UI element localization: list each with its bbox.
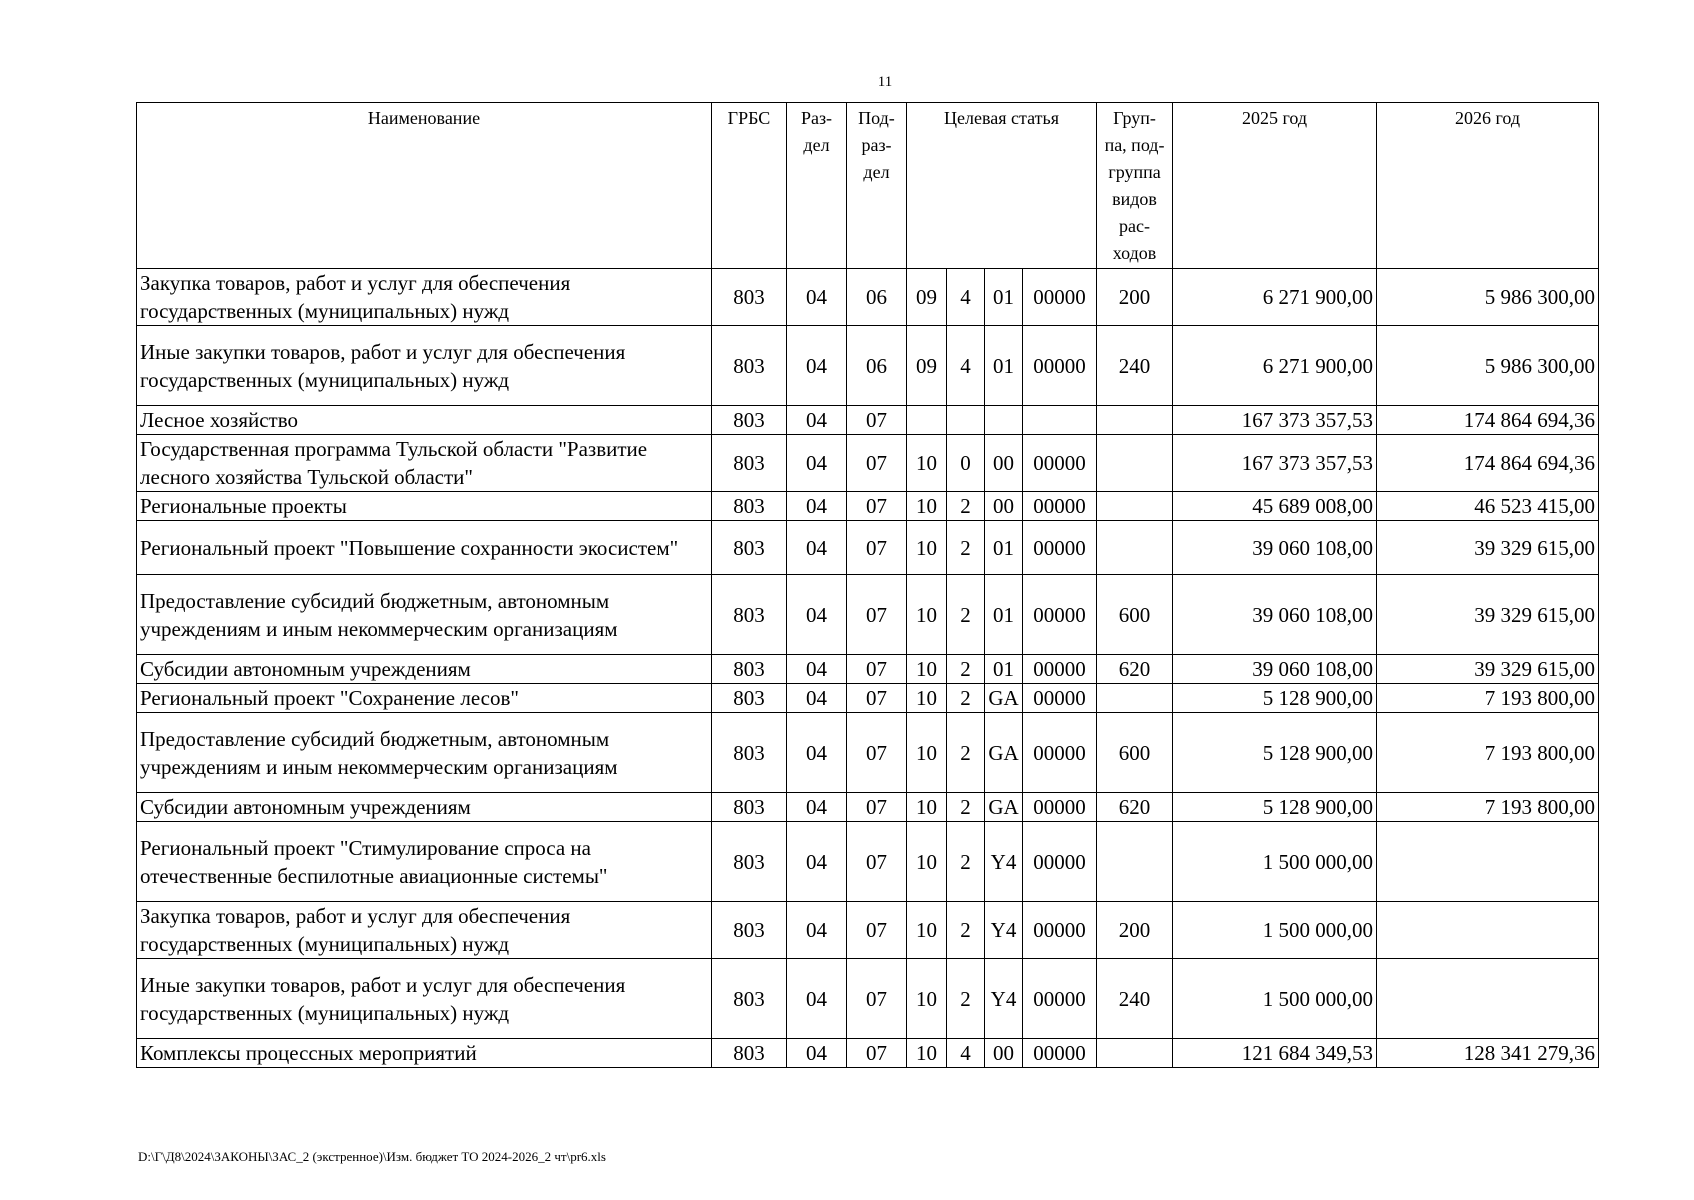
cell-expense-type: [1097, 406, 1173, 435]
cell-amount-2025: 6 271 900,00: [1173, 326, 1377, 406]
cell-podrazdel: 07: [847, 713, 907, 793]
budget-table: [136, 102, 1599, 1068]
cell-grbs: 803: [712, 435, 787, 492]
cell-razdel: 04: [787, 406, 847, 435]
cell-target-subprogram: 2: [947, 793, 985, 822]
cell-razdel: 04: [787, 435, 847, 492]
cell-target-direction: [1023, 406, 1097, 435]
cell-expense-type: [1097, 435, 1173, 492]
header-target-article: Целевая статья: [907, 103, 1097, 269]
cell-amount-2025: 6 271 900,00: [1173, 269, 1377, 326]
cell-target-subprogram: 2: [947, 575, 985, 655]
cell-target-direction: 00000: [1023, 435, 1097, 492]
cell-expense-type: 240: [1097, 326, 1173, 406]
cell-grbs: 803: [712, 575, 787, 655]
cell-amount-2025: 45 689 008,00: [1173, 492, 1377, 521]
table-row: [137, 575, 1599, 655]
cell-podrazdel: 07: [847, 684, 907, 713]
cell-target-subprogram: 4: [947, 326, 985, 406]
header-name: Наименование: [137, 103, 712, 269]
cell-name: Региональный проект "Сохранение лесов": [137, 684, 712, 713]
cell-target-event: 01: [985, 269, 1023, 326]
cell-amount-2025: 121 684 349,53: [1173, 1039, 1377, 1068]
cell-target-direction: 00000: [1023, 902, 1097, 959]
cell-target-subprogram: 2: [947, 959, 985, 1039]
header-2025: 2025 год: [1173, 103, 1377, 269]
cell-grbs: 803: [712, 1039, 787, 1068]
cell-target-event: GA: [985, 793, 1023, 822]
cell-expense-type: 240: [1097, 959, 1173, 1039]
cell-amount-2026: [1377, 959, 1599, 1039]
cell-expense-type: [1097, 492, 1173, 521]
cell-grbs: 803: [712, 521, 787, 575]
cell-podrazdel: 07: [847, 575, 907, 655]
table-row: [137, 521, 1599, 575]
cell-target-direction: 00000: [1023, 521, 1097, 575]
cell-expense-type: 600: [1097, 575, 1173, 655]
cell-name: Закупка товаров, работ и услуг для обеспечения государственных (муниципальных) нужд: [137, 269, 712, 326]
cell-amount-2025: 1 500 000,00: [1173, 822, 1377, 902]
cell-target-program: 10: [907, 902, 947, 959]
cell-target-subprogram: 2: [947, 713, 985, 793]
cell-podrazdel: 06: [847, 326, 907, 406]
cell-grbs: 803: [712, 959, 787, 1039]
cell-target-direction: 00000: [1023, 1039, 1097, 1068]
cell-expense-type: [1097, 684, 1173, 713]
cell-podrazdel: 07: [847, 521, 907, 575]
table-row: [137, 684, 1599, 713]
cell-name: Региональный проект "Стимулирование спроса на отечественные беспилотные авиационные системы": [137, 822, 712, 902]
cell-target-event: 01: [985, 575, 1023, 655]
cell-amount-2025: 39 060 108,00: [1173, 575, 1377, 655]
cell-razdel: 04: [787, 1039, 847, 1068]
table-row: [137, 713, 1599, 793]
cell-target-program: 10: [907, 575, 947, 655]
cell-expense-type: 600: [1097, 713, 1173, 793]
table-row: [137, 902, 1599, 959]
cell-target-event: 01: [985, 326, 1023, 406]
cell-amount-2025: 5 128 900,00: [1173, 713, 1377, 793]
cell-amount-2026: 128 341 279,36: [1377, 1039, 1599, 1068]
header-expense-group: Груп- па, под- группа видов рас- ходов: [1097, 103, 1173, 269]
cell-amount-2026: 7 193 800,00: [1377, 684, 1599, 713]
cell-name: Предоставление субсидий бюджетным, автономным учреждениям и иным некоммерческим организациям: [137, 713, 712, 793]
cell-target-event: Y4: [985, 902, 1023, 959]
table-row: [137, 406, 1599, 435]
cell-expense-type: 200: [1097, 269, 1173, 326]
cell-expense-type: [1097, 1039, 1173, 1068]
cell-grbs: 803: [712, 684, 787, 713]
header-grbs: ГРБС: [712, 103, 787, 269]
table-row: [137, 959, 1599, 1039]
cell-target-program: 10: [907, 793, 947, 822]
cell-amount-2026: 7 193 800,00: [1377, 713, 1599, 793]
cell-grbs: 803: [712, 713, 787, 793]
cell-target-subprogram: 2: [947, 521, 985, 575]
cell-amount-2026: 174 864 694,36: [1377, 406, 1599, 435]
header-podrazdel: Под- раз- дел: [847, 103, 907, 269]
cell-expense-type: 620: [1097, 655, 1173, 684]
cell-target-event: 01: [985, 521, 1023, 575]
cell-target-direction: 00000: [1023, 655, 1097, 684]
cell-target-event: [985, 406, 1023, 435]
cell-target-program: 10: [907, 959, 947, 1039]
table-row: [137, 269, 1599, 326]
cell-target-event: GA: [985, 684, 1023, 713]
cell-target-program: 10: [907, 655, 947, 684]
cell-amount-2026: 7 193 800,00: [1377, 793, 1599, 822]
cell-target-subprogram: [947, 406, 985, 435]
table-row: [137, 655, 1599, 684]
cell-podrazdel: 06: [847, 269, 907, 326]
table-row: [137, 492, 1599, 521]
cell-name: Государственная программа Тульской области "Развитие лесного хозяйства Тульской области": [137, 435, 712, 492]
cell-expense-type: 200: [1097, 902, 1173, 959]
cell-grbs: 803: [712, 326, 787, 406]
cell-target-direction: 00000: [1023, 959, 1097, 1039]
table-row: [137, 822, 1599, 902]
cell-target-event: GA: [985, 713, 1023, 793]
page-number: 11: [877, 74, 893, 90]
cell-name: Закупка товаров, работ и услуг для обеспечения государственных (муниципальных) нужд: [137, 902, 712, 959]
cell-amount-2026: 5 986 300,00: [1377, 326, 1599, 406]
cell-target-event: Y4: [985, 959, 1023, 1039]
cell-target-program: [907, 406, 947, 435]
cell-target-subprogram: 0: [947, 435, 985, 492]
cell-podrazdel: 07: [847, 902, 907, 959]
cell-name: Комплексы процессных мероприятий: [137, 1039, 712, 1068]
cell-target-subprogram: 4: [947, 269, 985, 326]
cell-razdel: 04: [787, 822, 847, 902]
cell-razdel: 04: [787, 521, 847, 575]
cell-target-subprogram: 2: [947, 822, 985, 902]
cell-name: Субсидии автономным учреждениям: [137, 793, 712, 822]
cell-grbs: 803: [712, 492, 787, 521]
cell-grbs: 803: [712, 793, 787, 822]
cell-target-subprogram: 2: [947, 902, 985, 959]
cell-amount-2025: 39 060 108,00: [1173, 655, 1377, 684]
cell-target-direction: 00000: [1023, 326, 1097, 406]
cell-name: Лесное хозяйство: [137, 406, 712, 435]
table-header-row: [137, 103, 1599, 269]
cell-target-direction: 00000: [1023, 575, 1097, 655]
cell-razdel: 04: [787, 575, 847, 655]
cell-podrazdel: 07: [847, 793, 907, 822]
cell-target-program: 10: [907, 435, 947, 492]
cell-name: Иные закупки товаров, работ и услуг для обеспечения государственных (муниципальных) нужд: [137, 959, 712, 1039]
cell-amount-2025: 1 500 000,00: [1173, 902, 1377, 959]
header-razdel: Раз- дел: [787, 103, 847, 269]
cell-target-direction: 00000: [1023, 713, 1097, 793]
cell-podrazdel: 07: [847, 435, 907, 492]
cell-name: Региональные проекты: [137, 492, 712, 521]
cell-name: Субсидии автономным учреждениям: [137, 655, 712, 684]
cell-target-program: 10: [907, 492, 947, 521]
cell-target-program: 10: [907, 1039, 947, 1068]
cell-podrazdel: 07: [847, 822, 907, 902]
cell-target-program: 09: [907, 326, 947, 406]
cell-razdel: 04: [787, 959, 847, 1039]
cell-amount-2025: 167 373 357,53: [1173, 406, 1377, 435]
cell-grbs: 803: [712, 902, 787, 959]
cell-razdel: 04: [787, 269, 847, 326]
cell-amount-2025: 5 128 900,00: [1173, 684, 1377, 713]
cell-target-program: 10: [907, 713, 947, 793]
cell-target-direction: 00000: [1023, 492, 1097, 521]
cell-target-direction: 00000: [1023, 269, 1097, 326]
cell-expense-type: 620: [1097, 793, 1173, 822]
cell-target-event: Y4: [985, 822, 1023, 902]
cell-amount-2026: [1377, 822, 1599, 902]
cell-target-direction: 00000: [1023, 793, 1097, 822]
cell-grbs: 803: [712, 406, 787, 435]
cell-target-subprogram: 2: [947, 655, 985, 684]
cell-razdel: 04: [787, 793, 847, 822]
table-row: [137, 793, 1599, 822]
cell-target-program: 10: [907, 521, 947, 575]
cell-amount-2025: 5 128 900,00: [1173, 793, 1377, 822]
table-row: [137, 1039, 1599, 1068]
cell-amount-2025: 39 060 108,00: [1173, 521, 1377, 575]
cell-amount-2026: 39 329 615,00: [1377, 655, 1599, 684]
cell-razdel: 04: [787, 326, 847, 406]
cell-amount-2026: [1377, 902, 1599, 959]
cell-amount-2026: 174 864 694,36: [1377, 435, 1599, 492]
cell-target-direction: 00000: [1023, 684, 1097, 713]
cell-target-event: 00: [985, 435, 1023, 492]
cell-amount-2026: 46 523 415,00: [1377, 492, 1599, 521]
cell-target-subprogram: 4: [947, 1039, 985, 1068]
cell-expense-type: [1097, 822, 1173, 902]
file-path-footer: D:\Г\Д8\2024\ЗАКОНЫ\ЗАС_2 (экстренное)\Изм. бюджет ТО 2024-2026_2 чт\pr6.xls: [138, 1149, 606, 1164]
cell-podrazdel: 07: [847, 406, 907, 435]
cell-amount-2026: 39 329 615,00: [1377, 575, 1599, 655]
cell-razdel: 04: [787, 902, 847, 959]
cell-target-event: 00: [985, 1039, 1023, 1068]
cell-razdel: 04: [787, 655, 847, 684]
cell-expense-type: [1097, 521, 1173, 575]
cell-target-program: 10: [907, 684, 947, 713]
cell-grbs: 803: [712, 822, 787, 902]
cell-podrazdel: 07: [847, 959, 907, 1039]
cell-amount-2026: 5 986 300,00: [1377, 269, 1599, 326]
cell-target-event: 00: [985, 492, 1023, 521]
cell-name: Региональный проект "Повышение сохранности экосистем": [137, 521, 712, 575]
cell-podrazdel: 07: [847, 655, 907, 684]
cell-podrazdel: 07: [847, 1039, 907, 1068]
cell-target-event: 01: [985, 655, 1023, 684]
header-2026: 2026 год: [1377, 103, 1599, 269]
cell-target-subprogram: 2: [947, 492, 985, 521]
cell-grbs: 803: [712, 655, 787, 684]
table-row: [137, 326, 1599, 406]
cell-amount-2025: 1 500 000,00: [1173, 959, 1377, 1039]
cell-target-direction: 00000: [1023, 822, 1097, 902]
cell-razdel: 04: [787, 492, 847, 521]
cell-target-program: 10: [907, 822, 947, 902]
cell-grbs: 803: [712, 269, 787, 326]
cell-name: Предоставление субсидий бюджетным, автономным учреждениям и иным некоммерческим организациям: [137, 575, 712, 655]
cell-amount-2025: 167 373 357,53: [1173, 435, 1377, 492]
cell-name: Иные закупки товаров, работ и услуг для обеспечения государственных (муниципальных) нужд: [137, 326, 712, 406]
cell-razdel: 04: [787, 684, 847, 713]
cell-target-subprogram: 2: [947, 684, 985, 713]
table-row: [137, 435, 1599, 492]
cell-podrazdel: 07: [847, 492, 907, 521]
cell-razdel: 04: [787, 713, 847, 793]
cell-target-program: 09: [907, 269, 947, 326]
cell-amount-2026: 39 329 615,00: [1377, 521, 1599, 575]
